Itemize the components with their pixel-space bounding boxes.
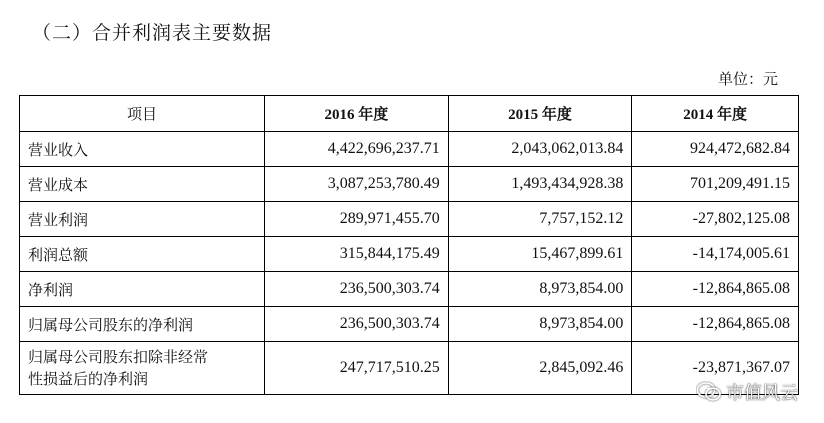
table-row — [20, 167, 799, 202]
section-title: （二）合并利润表主要数据 — [32, 22, 273, 44]
row-label-line-1: 归属母公司股东扣除非经常 — [28, 348, 209, 366]
cell-2016: 3,087,253,780.49 — [265, 167, 449, 202]
table-row — [20, 132, 799, 167]
cell-2014: -12,864,865.08 — [632, 272, 799, 307]
row-label: 利润总额 — [20, 237, 265, 272]
cell-2014: -23,871,367.07 — [632, 342, 799, 395]
row-label: 营业利润 — [20, 202, 265, 237]
cell-2014: 701,209,491.15 — [632, 167, 799, 202]
row-label: 归属母公司股东的净利润 — [20, 307, 265, 342]
cell-2014: -12,864,865.08 — [632, 307, 799, 342]
row-label: 营业收入 — [20, 132, 265, 167]
header-2015: 2015 年度 — [448, 96, 632, 132]
cell-2014: -27,802,125.08 — [632, 202, 799, 237]
table-header-row — [20, 96, 799, 132]
cell-2016: 4,422,696,237.71 — [265, 132, 449, 167]
header-item: 项目 — [20, 96, 265, 132]
row-label: 净利润 — [20, 272, 265, 307]
cell-2016: 289,971,455.70 — [265, 202, 449, 237]
table-row — [20, 202, 799, 237]
cell-2015: 8,973,854.00 — [448, 307, 632, 342]
header-2016: 2016 年度 — [265, 96, 449, 132]
table-row — [20, 342, 799, 395]
cell-2015: 8,973,854.00 — [448, 272, 632, 307]
cell-2016: 315,844,175.49 — [265, 237, 449, 272]
cell-2016: 236,500,303.74 — [265, 272, 449, 307]
row-label: 营业成本 — [20, 167, 265, 202]
cell-2016: 236,500,303.74 — [265, 307, 449, 342]
watermark-text: 市值风云 — [726, 383, 798, 404]
table-row — [20, 272, 799, 307]
row-label — [20, 342, 265, 395]
watermark — [696, 379, 798, 405]
table-row — [20, 237, 799, 272]
cell-2015: 15,467,899.61 — [448, 237, 632, 272]
cell-2014: -14,174,005.61 — [632, 237, 799, 272]
cell-2015: 2,845,092.46 — [448, 342, 632, 395]
table-row — [20, 307, 799, 342]
header-2014: 2014 年度 — [632, 96, 799, 132]
wechat-icon — [696, 381, 722, 403]
cell-2015: 7,757,152.12 — [448, 202, 632, 237]
unit-label: 单位：元 — [717, 70, 778, 88]
cell-2014: 924,472,682.84 — [632, 132, 799, 167]
cell-2015: 2,043,062,013.84 — [448, 132, 632, 167]
cell-2016: 247,717,510.25 — [265, 342, 449, 395]
row-label-line-2: 性损益后的净利润 — [28, 370, 149, 388]
cell-2015: 1,493,434,928.38 — [448, 167, 632, 202]
income-statement-table — [19, 95, 799, 395]
